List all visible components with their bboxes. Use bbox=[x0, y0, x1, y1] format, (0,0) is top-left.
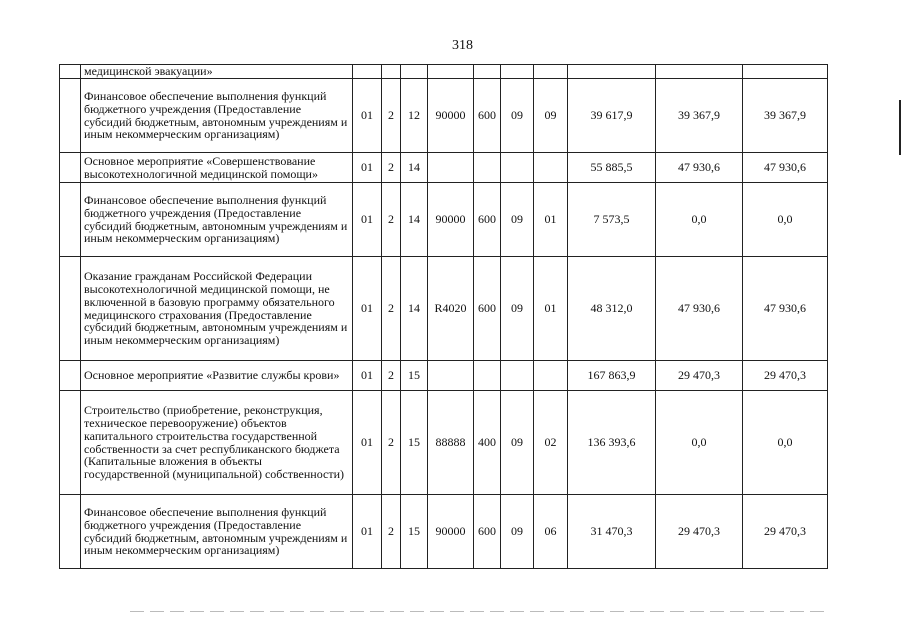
row-spacer-cell bbox=[60, 79, 81, 153]
kbk-program-cell: 01 bbox=[353, 391, 382, 495]
row-spacer-cell bbox=[60, 391, 81, 495]
kbk-direction-cell: 90000 bbox=[428, 183, 474, 257]
kbk-event-cell: 14 bbox=[401, 257, 428, 361]
amount-year3-cell: 29 470,3 bbox=[743, 495, 828, 569]
budget-table-body bbox=[60, 65, 828, 569]
table-row bbox=[60, 495, 828, 569]
section-cell: 09 bbox=[501, 495, 534, 569]
amount-year2-cell: 39 367,9 bbox=[656, 79, 743, 153]
amount-year1-cell: 7 573,5 bbox=[568, 183, 656, 257]
expense-name-cell: Основное мероприятие «Совершенствование высокотехнологичной медицинской помощи» bbox=[81, 153, 353, 183]
subsection-cell: 01 bbox=[534, 257, 568, 361]
row-spacer-cell bbox=[60, 361, 81, 391]
table-row bbox=[60, 361, 828, 391]
kbk-event-cell: 12 bbox=[401, 79, 428, 153]
kbk-program-cell: 01 bbox=[353, 183, 382, 257]
section-cell bbox=[501, 65, 534, 79]
amount-year3-cell: 0,0 bbox=[743, 183, 828, 257]
kbk-event-cell: 14 bbox=[401, 183, 428, 257]
kbk-subprogram-cell bbox=[382, 65, 401, 79]
kbk-event-cell: 15 bbox=[401, 495, 428, 569]
section-cell: 09 bbox=[501, 257, 534, 361]
expense-name-cell: Финансовое обеспечение выполнения функций бюджетного учреждения (Предоставление субсидий бюджетным, автономным учреждениям и иным некоммерческим организациям) bbox=[81, 495, 353, 569]
expense-type-cell bbox=[474, 65, 501, 79]
kbk-subprogram-cell: 2 bbox=[382, 391, 401, 495]
table-row bbox=[60, 257, 828, 361]
page-number: 318 bbox=[452, 38, 473, 53]
expense-type-cell: 600 bbox=[474, 79, 501, 153]
kbk-event-cell: 14 bbox=[401, 153, 428, 183]
expense-type-cell: 600 bbox=[474, 257, 501, 361]
kbk-program-cell: 01 bbox=[353, 79, 382, 153]
amount-year1-cell: 167 863,9 bbox=[568, 361, 656, 391]
expense-name-cell: медицинской эвакуации» bbox=[81, 65, 353, 79]
kbk-direction-cell: R4020 bbox=[428, 257, 474, 361]
kbk-direction-cell: 90000 bbox=[428, 79, 474, 153]
kbk-program-cell: 01 bbox=[353, 361, 382, 391]
section-cell bbox=[501, 361, 534, 391]
kbk-event-cell: 15 bbox=[401, 391, 428, 495]
kbk-event-cell: 15 bbox=[401, 361, 428, 391]
amount-year1-cell: 136 393,6 bbox=[568, 391, 656, 495]
row-spacer-cell bbox=[60, 65, 81, 79]
subsection-cell bbox=[534, 65, 568, 79]
amount-year2-cell: 47 930,6 bbox=[656, 257, 743, 361]
section-cell: 09 bbox=[501, 79, 534, 153]
table-row bbox=[60, 153, 828, 183]
amount-year3-cell: 29 470,3 bbox=[743, 361, 828, 391]
kbk-program-cell bbox=[353, 65, 382, 79]
kbk-direction-cell: 88888 bbox=[428, 391, 474, 495]
table-row bbox=[60, 183, 828, 257]
amount-year1-cell bbox=[568, 65, 656, 79]
kbk-program-cell: 01 bbox=[353, 153, 382, 183]
section-cell bbox=[501, 153, 534, 183]
subsection-cell bbox=[534, 361, 568, 391]
subsection-cell: 02 bbox=[534, 391, 568, 495]
kbk-direction-cell: 90000 bbox=[428, 495, 474, 569]
subsection-cell: 09 bbox=[534, 79, 568, 153]
section-cell: 09 bbox=[501, 391, 534, 495]
scan-edge-mark bbox=[899, 100, 901, 155]
expense-name-cell: Оказание гражданам Российской Федерации высокотехнологичной медицинской помощи, не включенной в базовую программу обязательного медицинского страхования (Предоставление субсидий бюджетным, автономным учреждениям и иным некоммерческим организациям) bbox=[81, 257, 353, 361]
section-cell: 09 bbox=[501, 183, 534, 257]
amount-year3-cell: 47 930,6 bbox=[743, 153, 828, 183]
amount-year2-cell: 29 470,3 bbox=[656, 495, 743, 569]
kbk-direction-cell bbox=[428, 65, 474, 79]
amount-year1-cell: 55 885,5 bbox=[568, 153, 656, 183]
amount-year2-cell: 0,0 bbox=[656, 391, 743, 495]
amount-year1-cell: 39 617,9 bbox=[568, 79, 656, 153]
budget-table bbox=[59, 64, 828, 569]
row-spacer-cell bbox=[60, 257, 81, 361]
kbk-direction-cell bbox=[428, 153, 474, 183]
row-spacer-cell bbox=[60, 183, 81, 257]
amount-year1-cell: 31 470,3 bbox=[568, 495, 656, 569]
expense-type-cell bbox=[474, 153, 501, 183]
amount-year3-cell: 47 930,6 bbox=[743, 257, 828, 361]
expense-type-cell: 400 bbox=[474, 391, 501, 495]
expense-name-cell: Финансовое обеспечение выполнения функций бюджетного учреждения (Предоставление субсидий бюджетным, автономным учреждениям и иным некоммерческим организациям) bbox=[81, 79, 353, 153]
subsection-cell: 01 bbox=[534, 183, 568, 257]
kbk-subprogram-cell: 2 bbox=[382, 495, 401, 569]
expense-type-cell: 600 bbox=[474, 495, 501, 569]
kbk-program-cell: 01 bbox=[353, 495, 382, 569]
table-row bbox=[60, 65, 828, 79]
kbk-event-cell bbox=[401, 65, 428, 79]
amount-year2-cell: 47 930,6 bbox=[656, 153, 743, 183]
expense-name-cell: Основное мероприятие «Развитие службы крови» bbox=[81, 361, 353, 391]
amount-year2-cell: 29 470,3 bbox=[656, 361, 743, 391]
amount-year3-cell bbox=[743, 65, 828, 79]
kbk-subprogram-cell: 2 bbox=[382, 257, 401, 361]
expense-name-cell: Строительство (приобретение, реконструкция, техническое перевооружение) объектов капитального строительства государственной собственности за счет республиканского бюджета (Капитальные вложения в объекты государственной (муниципальной) собственности) bbox=[81, 391, 353, 495]
kbk-subprogram-cell: 2 bbox=[382, 183, 401, 257]
amount-year3-cell: 39 367,9 bbox=[743, 79, 828, 153]
kbk-direction-cell bbox=[428, 361, 474, 391]
row-spacer-cell bbox=[60, 153, 81, 183]
table-row bbox=[60, 391, 828, 495]
amount-year1-cell: 48 312,0 bbox=[568, 257, 656, 361]
amount-year3-cell: 0,0 bbox=[743, 391, 828, 495]
amount-year2-cell: 0,0 bbox=[656, 183, 743, 257]
kbk-program-cell: 01 bbox=[353, 257, 382, 361]
subsection-cell bbox=[534, 153, 568, 183]
expense-type-cell bbox=[474, 361, 501, 391]
kbk-subprogram-cell: 2 bbox=[382, 79, 401, 153]
table-row bbox=[60, 79, 828, 153]
expense-name-cell: Финансовое обеспечение выполнения функций бюджетного учреждения (Предоставление субсидий бюджетным, автономным учреждениям и иным некоммерческим организациям) bbox=[81, 183, 353, 257]
kbk-subprogram-cell: 2 bbox=[382, 153, 401, 183]
scan-bottom-artifact bbox=[130, 611, 830, 612]
expense-type-cell: 600 bbox=[474, 183, 501, 257]
row-spacer-cell bbox=[60, 495, 81, 569]
amount-year2-cell bbox=[656, 65, 743, 79]
kbk-subprogram-cell: 2 bbox=[382, 361, 401, 391]
subsection-cell: 06 bbox=[534, 495, 568, 569]
